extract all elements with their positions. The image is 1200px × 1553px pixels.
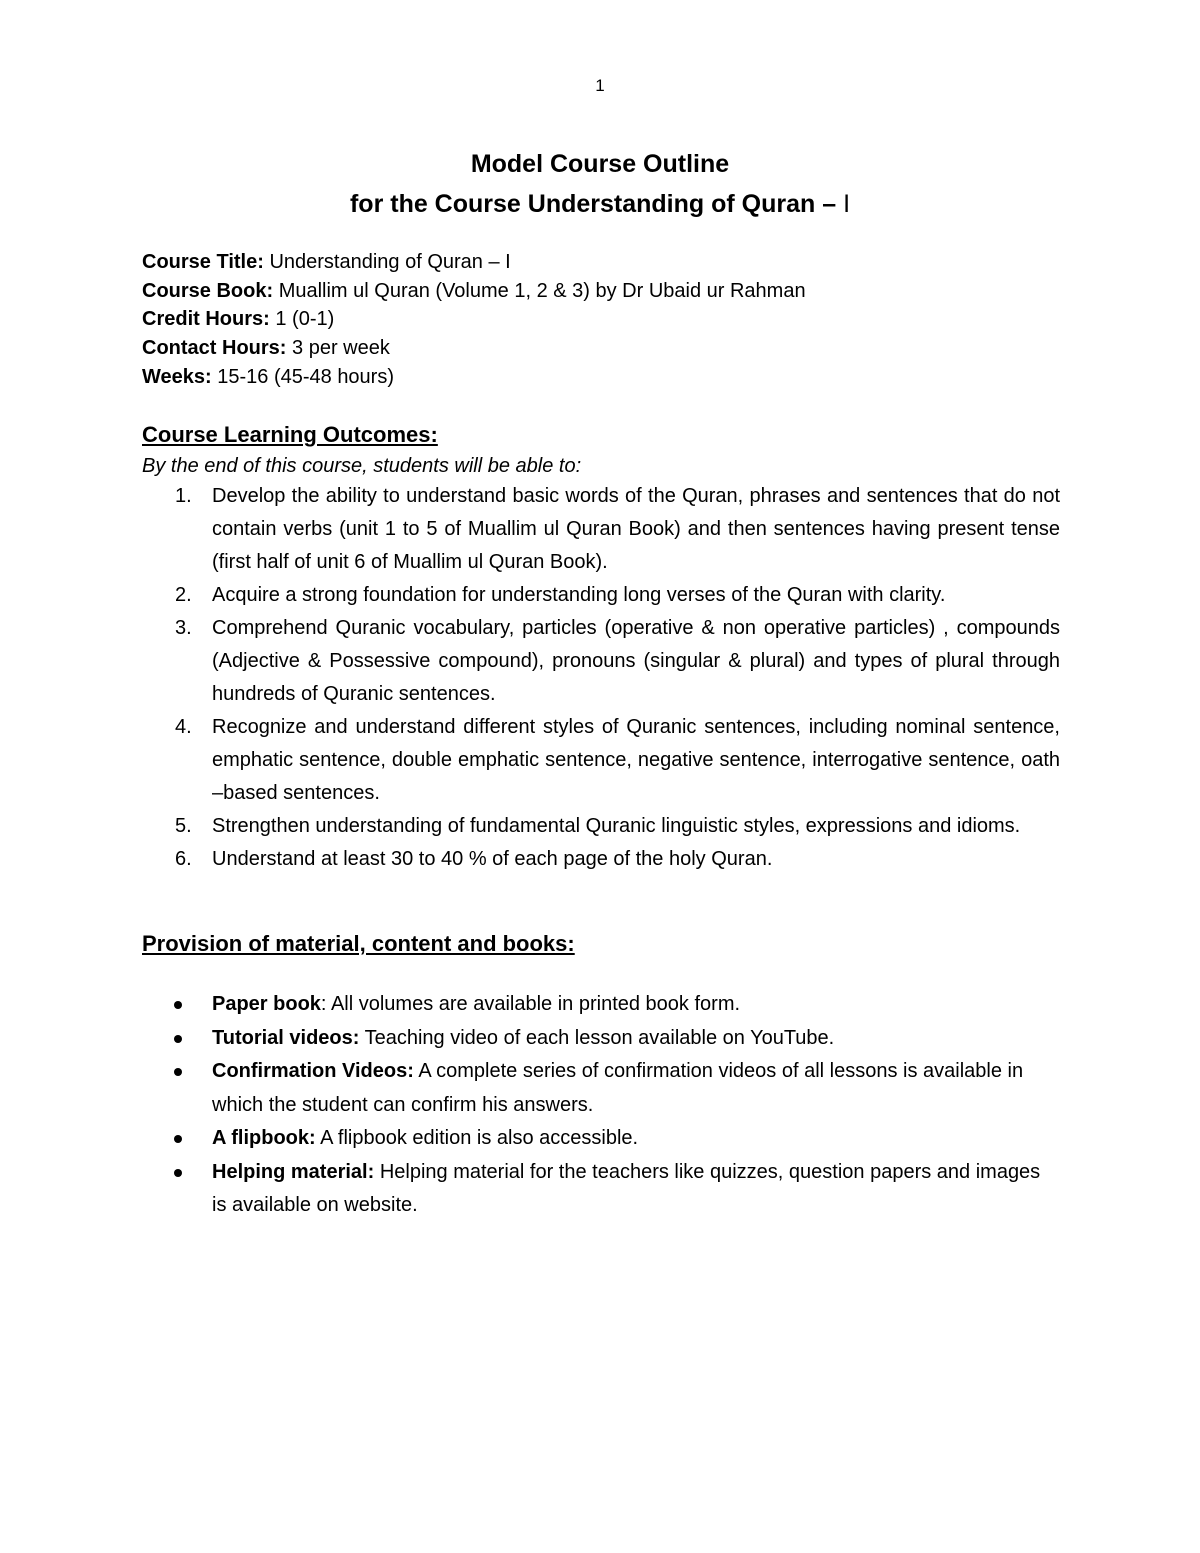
bullet-icon [174, 1135, 182, 1143]
outcome-number: 3. [175, 617, 192, 639]
outcome-item [142, 843, 1060, 876]
title-line-2 [0, 184, 1200, 224]
provision-heading: Provision of material, content and books: [142, 931, 575, 956]
course-book-row [142, 277, 1062, 306]
outcome-number: 2. [175, 584, 192, 606]
course-book-label: Course Book: [142, 279, 274, 302]
course-title-row [142, 248, 1062, 277]
weeks-row [142, 363, 1062, 392]
outcome-text: Acquire a strong foundation for understanding long verses of the Quran with clarity. [212, 584, 946, 606]
credit-hours-row [142, 305, 1062, 334]
outcome-text: Recognize and understand different styles of Quranic sentences, including nominal sentence, emphatic sentence, double emphatic sentence, negative sentence, interrogative sentence, oath –based sentences. [212, 716, 1060, 804]
credit-hours-value: 1 (0-1) [275, 308, 335, 331]
title-line-2-main: for the Course Understanding of Quran – [349, 190, 837, 218]
contact-hours-label: Contact Hours: [142, 337, 287, 360]
course-title-label: Course Title: [142, 251, 264, 273]
course-title-value: Understanding of Quran – I [269, 251, 511, 273]
provision-item-label: Paper book [212, 993, 321, 1015]
provision-item-label: Confirmation Videos: [212, 1060, 414, 1082]
weeks-value: 15-16 (45-48 hours) [217, 365, 395, 388]
title-line-1: Model Course Outline [470, 150, 730, 178]
bullet-icon [174, 1035, 182, 1043]
provision-item-label: Helping material: [212, 1160, 375, 1183]
bullet-icon [174, 1169, 182, 1177]
title-line-2-suffix: I [843, 190, 851, 218]
provision-item-text: All volumes are available in printed book form. [326, 993, 741, 1015]
outcome-text: Comprehend Quranic vocabulary, particles (operative & non operative particles) , compounds (Adjective & Possessive compound), pronouns (singular & plural) and types of plural through hundreds of Quranic sentences. [212, 617, 1060, 705]
learning-outcomes-heading: Course Learning Outcomes: [142, 422, 438, 447]
outcome-number: 6. [175, 848, 192, 870]
outcome-number: 4. [175, 716, 192, 738]
provision-item [142, 988, 1060, 1022]
provision-item [142, 1156, 1060, 1223]
contact-hours-row [142, 334, 1062, 363]
provision-item-text: Helping material for the teachers like quizzes, question papers and images is available on website. [212, 1160, 1041, 1216]
outcome-item [142, 711, 1060, 810]
learning-outcomes-intro: By the end of this course, students will be able to: [142, 455, 582, 477]
outcome-item [142, 810, 1060, 843]
outcome-text: Develop the ability to understand basic words of the Quran, phrases and sentences that do not contain verbs (unit 1 to 5 of Muallim ul Quran Book) and then sentences having present tense (first half of unit 6 of Muallim ul Quran Book). [212, 485, 1060, 573]
provision-item-text: A flipbook edition is also accessible. [315, 1127, 639, 1149]
outcome-text: Strengthen understanding of fundamental Quranic linguistic styles, expressions and idioms. [212, 815, 1021, 837]
bullet-icon [174, 1001, 182, 1009]
course-info [142, 248, 1062, 392]
provision-item-label: Tutorial videos: [212, 1026, 360, 1049]
course-book-value: Muallim ul Quran (Volume 1, 2 & 3) by Dr Ubaid ur Rahman [278, 279, 806, 302]
outcome-number: 1. [175, 485, 192, 507]
credit-hours-label: Credit Hours: [142, 308, 270, 331]
provision-item [142, 1022, 1060, 1056]
provision-item-text: Teaching video of each lesson available on YouTube. [359, 1026, 835, 1049]
outcome-text: Understand at least 30 to 40 % of each page of the holy Quran. [212, 848, 773, 870]
provision-item [142, 1122, 1060, 1156]
outcome-item [142, 579, 1060, 612]
weeks-label: Weeks: [142, 365, 212, 388]
provision-item-text: A complete series of confirmation videos of all lessons is available in which the student can confirm his answers. [212, 1060, 1024, 1116]
contact-hours-value: 3 per week [292, 337, 390, 360]
bullet-icon [174, 1068, 182, 1076]
outcome-item [142, 612, 1060, 711]
outcome-item [142, 480, 1060, 579]
outcome-number: 5. [175, 815, 192, 837]
learning-outcomes-list [142, 480, 1060, 876]
provision-item-label: A flipbook: [212, 1127, 316, 1149]
provision-item-separator: : [320, 993, 327, 1015]
provision-list [142, 988, 1060, 1223]
provision-item [142, 1055, 1060, 1122]
document-title [0, 144, 1200, 224]
page-number: 1 [595, 76, 605, 95]
